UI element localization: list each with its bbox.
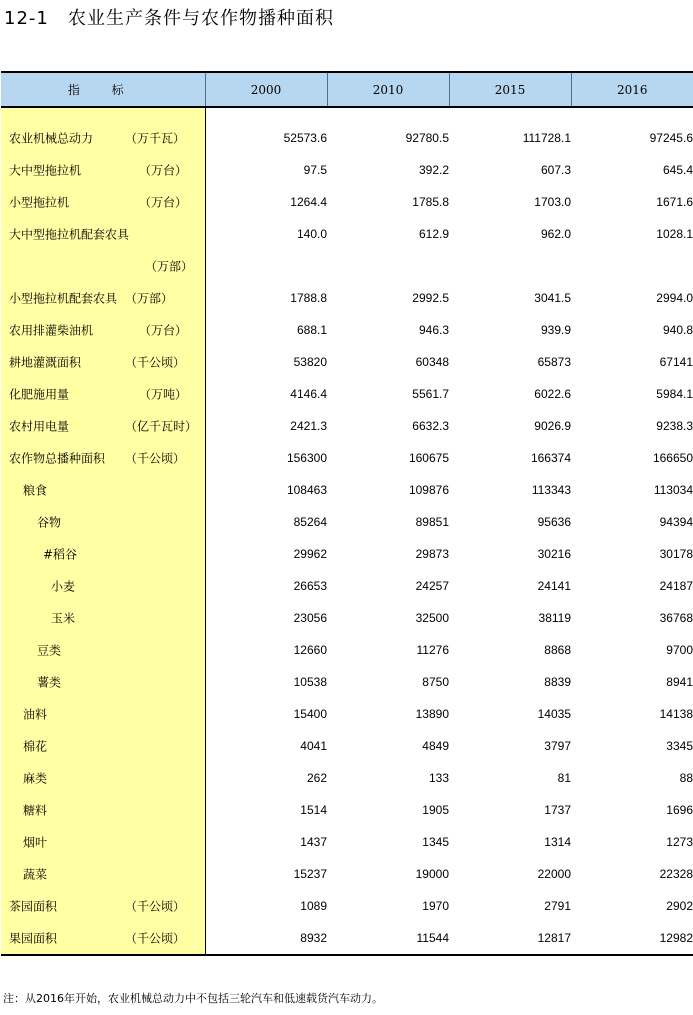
value-cell-2010: 612.9 (418, 227, 449, 241)
value-cell-2015: 8839 (544, 675, 571, 689)
value-cell-2016: 9700 (666, 643, 693, 657)
indicator-name: 玉米 (51, 611, 76, 626)
value-cell-2015: 3041.5 (534, 291, 571, 305)
indicator-unit: （万千瓦） (125, 131, 186, 146)
value-cell-2010: 8750 (422, 675, 449, 689)
indicator-name: 蔬菜 (23, 867, 48, 882)
value-cell-2000: 26653 (293, 579, 327, 593)
value-cell-2010: 60348 (415, 355, 449, 369)
value-cell-2015: 2791 (544, 899, 571, 913)
table-number: 12-1 (4, 8, 49, 29)
indicator-name: 化肥施用量 (9, 387, 70, 402)
value-cell-2010: 1970 (422, 899, 449, 913)
value-cell-2015: 3797 (544, 739, 571, 753)
value-cell-2000: 53820 (293, 355, 327, 369)
row-label (1, 538, 205, 570)
value-cell-2016: 94394 (659, 515, 693, 529)
value-cell-2016: 2902 (666, 899, 693, 913)
table-row (1, 858, 693, 890)
table-row (1, 794, 693, 826)
value-cell-2016: 1273 (666, 835, 693, 849)
table-row (1, 506, 693, 538)
row-label (1, 314, 205, 346)
value-cell-2010: 109876 (408, 483, 449, 497)
value-cell-2016: 8941 (666, 675, 693, 689)
value-cell-2016: 1028.1 (656, 227, 693, 241)
value-cell-2000: 156300 (286, 451, 327, 465)
value-cell-2000: 52573.6 (283, 131, 327, 145)
indicator-unit: （万吨） (139, 387, 188, 402)
table-row (1, 378, 693, 410)
value-cell-2000: 1437 (300, 835, 327, 849)
value-cell-2015: 939.9 (540, 323, 571, 337)
value-cell-2015: 38119 (538, 611, 571, 625)
table-row (1, 442, 693, 474)
value-cell-2015: 9026.9 (534, 419, 571, 433)
value-cell-2016: 166650 (652, 451, 693, 465)
value-cell-2000: 4146.4 (290, 387, 327, 401)
value-cell-2015: 1737 (544, 803, 571, 817)
table-row (1, 730, 693, 762)
row-label (1, 474, 205, 506)
value-cell-2016: 113034 (653, 483, 693, 497)
value-cell-2015: 1703.0 (534, 195, 571, 209)
value-cell-2010: 4849 (422, 739, 449, 753)
value-cell-2016: 940.8 (662, 323, 693, 337)
row-label (1, 762, 205, 794)
table-row (1, 218, 693, 250)
value-cell-2000: 4041 (300, 739, 327, 753)
value-cell-2000: 10538 (293, 675, 327, 689)
value-cell-2000: 1264.4 (290, 195, 327, 209)
table-row (1, 474, 693, 506)
value-cell-2000 (205, 250, 327, 282)
value-cell-2010: 11544 (327, 922, 449, 955)
table-row (1, 250, 693, 282)
header-row (1, 72, 693, 107)
row-label (1, 122, 205, 154)
value-cell-2015: 30216 (537, 547, 571, 561)
indicator-name: 谷物 (37, 515, 62, 530)
table-row (1, 154, 693, 186)
value-cell-2016: 22328 (659, 867, 693, 881)
row-label (1, 186, 205, 218)
value-cell-2015: 607.3 (540, 163, 571, 177)
row-label (1, 890, 205, 922)
indicator-name: 果园面积 (9, 931, 58, 946)
table-row (1, 410, 693, 442)
row-label (1, 570, 205, 602)
value-cell-2010: 32500 (415, 611, 449, 625)
value-cell-2010: 24257 (415, 579, 449, 593)
value-cell-2015: 12817 (449, 922, 571, 955)
row-label (1, 794, 205, 826)
table-row (1, 186, 693, 218)
indicator-name: 茶园面积 (9, 899, 58, 914)
row-label (1, 634, 205, 666)
value-cell-2016: 14138 (659, 707, 693, 721)
table-row (1, 922, 693, 955)
indicator-unit: （万台） (139, 163, 188, 178)
footnote: 注：从2016年开始，农业机械总动力中不包括三轮汽车和低速载货汽车动力。 (3, 992, 383, 1005)
value-cell-2016: 645.4 (662, 163, 693, 177)
value-cell-2000: 2421.3 (290, 419, 327, 433)
row-label (1, 730, 205, 762)
indicator-name: 麻类 (23, 771, 48, 786)
indicator-name: 豆类 (37, 643, 62, 658)
value-cell-2010: 392.2 (418, 163, 449, 177)
indicator-name: 棉花 (23, 739, 48, 754)
indicator-name: 农用排灌柴油机 (9, 323, 94, 338)
indicator-name: 薯类 (37, 675, 62, 690)
value-cell-2016: 2994.0 (656, 291, 693, 305)
value-cell-2015: 22000 (537, 867, 571, 881)
indicator-name: 小麦 (51, 579, 76, 594)
value-cell-2000: 12660 (293, 643, 327, 657)
value-cell-2010: 92780.5 (405, 131, 449, 145)
value-cell-2010: 1785.8 (412, 195, 449, 209)
value-cell-2015: 65873 (537, 355, 571, 369)
value-cell-2010: 29873 (415, 547, 449, 561)
value-cell-2010: 1345 (422, 835, 449, 849)
value-cell-2000: 8932 (205, 922, 327, 955)
value-cell-2015: 6022.6 (534, 387, 571, 401)
indicator-name: 油料 (23, 707, 48, 722)
value-cell-2010: 133 (428, 771, 449, 785)
table-row (1, 122, 693, 154)
value-cell-2010: 1905 (422, 803, 449, 817)
value-cell-2000: 108463 (286, 483, 327, 497)
value-cell-2016: 1696 (666, 803, 693, 817)
value-cell-2015: 962.0 (540, 227, 571, 241)
value-cell-2000: 1514 (300, 803, 327, 817)
indicator-name: #稻谷 (43, 547, 78, 562)
row-label (1, 218, 205, 250)
value-cell-2016: 9238.3 (656, 419, 693, 433)
indicator-name: 农村用电量 (9, 419, 70, 434)
value-cell-2000: 15400 (293, 707, 327, 721)
row-label (1, 666, 205, 698)
indicator-unit: （亿千瓦时） (125, 419, 198, 434)
table-title: 农业生产条件与农作物播种面积 (68, 8, 334, 29)
value-cell-2016: 30178 (659, 547, 693, 561)
value-cell-2015: 113343 (531, 483, 571, 497)
value-cell-2010: 946.3 (418, 323, 449, 337)
row-label (1, 506, 205, 538)
indicator-unit: （万部） (125, 291, 174, 306)
value-cell-2010: 11276 (416, 643, 449, 657)
value-cell-2000: 85264 (293, 515, 327, 529)
indicator-name: 农业机械总动力 (9, 131, 94, 146)
value-cell-2000: 29962 (293, 547, 327, 561)
indicator-unit: （千公顷） (125, 931, 186, 946)
row-label (1, 858, 205, 890)
value-cell-2010: 19000 (415, 867, 449, 881)
row-label (1, 826, 205, 858)
value-cell-2000: 262 (306, 771, 327, 785)
table-row (1, 282, 693, 314)
row-label (1, 602, 205, 634)
header-year: 2015 (449, 72, 571, 107)
value-cell-2016: 36768 (659, 611, 693, 625)
indicator-name: 大中型拖拉机 (9, 163, 82, 178)
value-cell-2016: 88 (679, 771, 693, 785)
header-year: 2000 (205, 72, 327, 107)
value-cell-2015: 111728.1 (522, 131, 571, 145)
header-indicator: 指 标 (1, 72, 205, 107)
page-title (4, 4, 334, 30)
value-cell-2016: 24187 (659, 579, 693, 593)
indicator-unit: （万台） (139, 195, 188, 210)
indicator-unit: （千公顷） (125, 451, 186, 466)
value-cell-2000: 97.5 (303, 163, 327, 177)
row-label (1, 154, 205, 186)
table-row (1, 570, 693, 602)
value-cell-2016: 67141 (659, 355, 693, 369)
value-cell-2000: 23056 (293, 611, 327, 625)
value-cell-2000: 140.0 (296, 227, 327, 241)
value-cell-2016: 5984.1 (656, 387, 693, 401)
row-label (1, 346, 205, 378)
row-label (1, 922, 205, 955)
table-row (1, 762, 693, 794)
indicator-unit: （万部） (145, 259, 194, 274)
value-cell-2016: 12982 (571, 922, 693, 955)
value-cell-2000: 15237 (293, 867, 327, 881)
value-cell-2016: 1671.6 (656, 195, 693, 209)
header-year: 2016 (571, 72, 693, 107)
spacer-row (1, 107, 693, 122)
indicator-name: 小型拖拉机配套农具 (9, 291, 118, 306)
indicator-name: 烟叶 (23, 835, 48, 850)
value-cell-2015: 24141 (537, 579, 571, 593)
value-cell-2000: 688.1 (296, 323, 327, 337)
table-row (1, 698, 693, 730)
table-row (1, 634, 693, 666)
table-row (1, 666, 693, 698)
row-label (1, 250, 205, 282)
value-cell-2010: 5561.7 (412, 387, 449, 401)
value-cell-2015: 81 (557, 771, 571, 785)
header-year: 2010 (327, 72, 449, 107)
indicator-name: 糖料 (23, 803, 48, 818)
row-label (1, 378, 205, 410)
value-cell-2010: 13890 (415, 707, 449, 721)
value-cell-2015: 14035 (537, 707, 571, 721)
value-cell-2000: 1788.8 (290, 291, 327, 305)
indicator-name: 农作物总播种面积 (9, 451, 106, 466)
value-cell-2010: 2992.5 (412, 291, 449, 305)
value-cell-2000: 1089 (300, 899, 327, 913)
value-cell-2016: 97245.6 (649, 131, 693, 145)
value-cell-2015: 95636 (537, 515, 571, 529)
value-cell-2010 (327, 250, 449, 282)
value-cell-2015 (449, 250, 571, 282)
indicator-name: 大中型拖拉机配套农具 (9, 227, 130, 242)
value-cell-2015: 166374 (530, 451, 571, 465)
table-row (1, 314, 693, 346)
value-cell-2015: 8868 (544, 643, 571, 657)
indicator-name: 耕地灌溉面积 (9, 355, 82, 370)
value-cell-2016 (571, 250, 693, 282)
value-cell-2010: 6632.3 (412, 419, 449, 433)
table-row (1, 890, 693, 922)
value-cell-2016: 3345 (666, 739, 693, 753)
row-label (1, 410, 205, 442)
indicator-unit: （万台） (139, 323, 188, 338)
row-label (1, 282, 205, 314)
statistics-table (1, 71, 693, 956)
indicator-unit: （千公顷） (125, 899, 186, 914)
table-row (1, 346, 693, 378)
table-row (1, 538, 693, 570)
indicator-name: 小型拖拉机 (9, 195, 70, 210)
indicator-unit: （千公顷） (125, 355, 186, 370)
value-cell-2015: 1314 (544, 835, 571, 849)
table-row (1, 602, 693, 634)
value-cell-2010: 160675 (408, 451, 449, 465)
row-label (1, 698, 205, 730)
row-label (1, 442, 205, 474)
value-cell-2010: 89851 (415, 515, 449, 529)
indicator-name: 粮食 (23, 483, 48, 498)
table-row (1, 826, 693, 858)
table-body (1, 107, 693, 955)
